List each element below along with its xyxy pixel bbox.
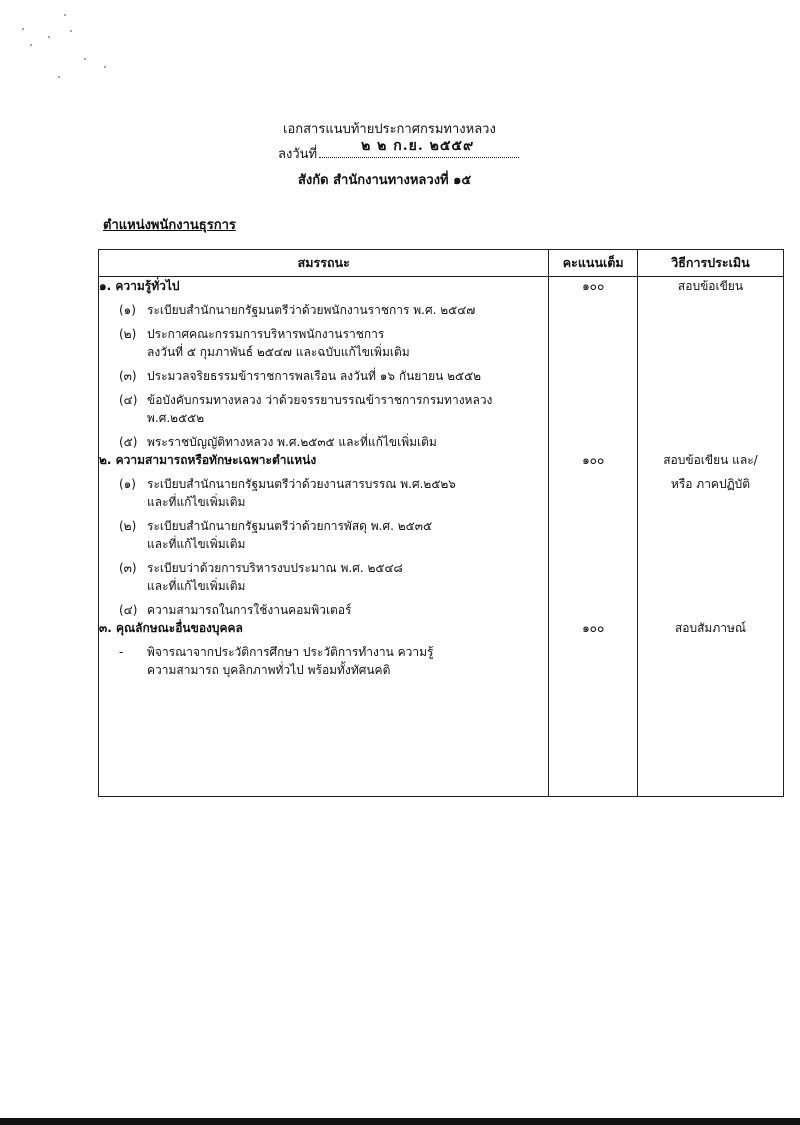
method-line: สอบข้อเขียน — [677, 279, 744, 293]
list-item-text — [147, 433, 548, 451]
list-item — [99, 559, 548, 595]
table-row — [99, 451, 784, 619]
list-item-text — [147, 301, 548, 319]
list-item-line: ลงวันที่ ๕ กุมภาพันธ์ ๒๕๔๗ และฉบับแก้ไขเพิ่มเติม — [147, 345, 410, 359]
criterion-title: ๑. ความรู้ทั่วไป — [99, 279, 180, 293]
header-affiliation: สังกัด สำนักงานทางหลวงที่ ๑๕ — [298, 173, 472, 188]
list-item-marker: (๔) — [119, 603, 138, 617]
competency-table — [98, 249, 784, 797]
list-item-marker: (๑) — [119, 477, 136, 491]
criterion-cell — [99, 619, 549, 797]
list-item — [99, 601, 548, 619]
method-line: หรือ ภาคปฏิบัติ — [670, 477, 751, 491]
list-item-marker: (๕) — [119, 435, 138, 449]
list-item — [99, 301, 548, 319]
full-score-cell: ๑๐๐ — [549, 277, 638, 452]
list-item-marker: (๓) — [119, 561, 137, 575]
scan-speck — [58, 76, 60, 78]
list-item-marker: (๑) — [119, 303, 136, 317]
list-item — [99, 517, 548, 553]
method-line: สอบข้อเขียน และ/ — [663, 453, 758, 467]
list-item-line: ระเบียบสำนักนายกรัฐมนตรีว่าด้วยการพัสดุ พ.ศ. ๒๕๓๕ — [147, 519, 433, 533]
list-item-marker: (๒) — [119, 519, 137, 533]
handwritten-date: ๒ ๒ ก.ย. ๒๕๕๙ — [361, 138, 475, 154]
list-item-line: ระเบียบสำนักนายกรัฐมนตรีว่าด้วยงานสารบรรณ พ.ศ.๒๕๒๖ — [147, 477, 456, 491]
header-date-line — [278, 138, 519, 164]
list-item-line: และที่แก้ไขเพิ่มเติม — [147, 537, 246, 551]
list-item — [99, 367, 548, 385]
method-cell — [637, 451, 783, 619]
date-dotted-line — [319, 138, 519, 158]
scan-speck — [22, 28, 24, 30]
list-item-line: พระราชบัญญัติทางหลวง พ.ศ.๒๕๓๕ และที่แก้ไขเพิ่มเติม — [147, 435, 437, 449]
list-item-line: ข้อบังคับกรมทางหลวง ว่าด้วยจรรยาบรรณข้าราชการกรมทางหลวง — [147, 393, 493, 407]
position-title: ตำแหน่งพนักงานธุรการ — [103, 218, 236, 233]
list-item-marker: (๒) — [119, 327, 137, 341]
list-item-line: ความสามารถในการใช้งานคอมพิวเตอร์ — [147, 603, 352, 617]
header-full-score: คะแนนเต็ม — [549, 250, 638, 277]
list-item — [99, 643, 548, 679]
full-score-cell: ๑๐๐ — [549, 619, 638, 797]
list-item — [99, 475, 548, 511]
list-item-line: และที่แก้ไขเพิ่มเติม — [147, 495, 246, 509]
table-header-row — [99, 250, 784, 277]
scan-speck — [48, 36, 50, 38]
full-score-cell: ๑๐๐ — [549, 451, 638, 619]
list-item-line: และที่แก้ไขเพิ่มเติม — [147, 579, 246, 593]
criterion-cell — [99, 451, 549, 619]
criterion-cell — [99, 277, 549, 452]
scan-speck — [64, 14, 66, 16]
method-cell — [637, 619, 783, 797]
list-item-line: ระเบียบว่าด้วยการบริหารงบประมาณ พ.ศ. ๒๕๔๘ — [147, 561, 403, 575]
scan-speck — [70, 30, 72, 32]
list-item-text — [147, 367, 548, 385]
criterion-title: ๓. คุณลักษณะอื่นของบุคคล — [99, 621, 243, 635]
list-item — [99, 391, 548, 427]
scan-speck — [84, 58, 86, 60]
method-line: สอบสัมภาษณ์ — [674, 621, 747, 635]
list-item-text — [147, 475, 548, 511]
list-item-marker: - — [119, 645, 124, 659]
list-item-text — [147, 325, 548, 361]
list-item — [99, 433, 548, 451]
scan-speck — [30, 44, 32, 46]
table-row — [99, 277, 784, 452]
method-cell — [637, 277, 783, 452]
criterion-title: ๒. ความสามารถหรือทักษะเฉพาะตำแหน่ง — [99, 453, 317, 467]
scan-speck — [104, 66, 106, 68]
date-label: ลงวันที่ — [278, 147, 318, 162]
header-competency: สมรรถนะ — [99, 250, 549, 277]
list-item-marker: (๔) — [119, 393, 138, 407]
list-item-line: ความสามารถ บุคลิกภาพทั่วไป พร้อมทั้งทัศนคติ — [147, 663, 391, 677]
list-item-text — [147, 559, 548, 595]
list-item-text — [147, 391, 548, 427]
list-item-text — [147, 601, 548, 619]
list-item-text — [147, 517, 548, 553]
list-item-line: ประกาศคณะกรรมการบริหารพนักงานราชการ — [147, 327, 385, 341]
table-row — [99, 619, 784, 797]
list-item-line: ประมวลจริยธรรมข้าราชการพลเรือน ลงวันที่ ๑๖ กันยายน ๒๕๕๒ — [147, 369, 482, 383]
list-item — [99, 325, 548, 361]
list-item-line: พ.ศ.๒๕๕๒ — [147, 411, 205, 425]
header-line-1: เอกสารแนบท้ายประกาศกรมทางหลวง — [283, 122, 496, 137]
header-method: วิธีการประเมิน — [637, 250, 783, 277]
scan-edge-bar — [0, 1118, 800, 1125]
list-item-text — [147, 643, 548, 679]
list-item-line: พิจารณาจากประวัติการศึกษา ประวัติการทำงาน ความรู้ — [147, 645, 434, 659]
list-item-line: ระเบียบสำนักนายกรัฐมนตรีว่าด้วยพนักงานราชการ พ.ศ. ๒๕๔๗ — [147, 303, 476, 317]
list-item-marker: (๓) — [119, 369, 137, 383]
